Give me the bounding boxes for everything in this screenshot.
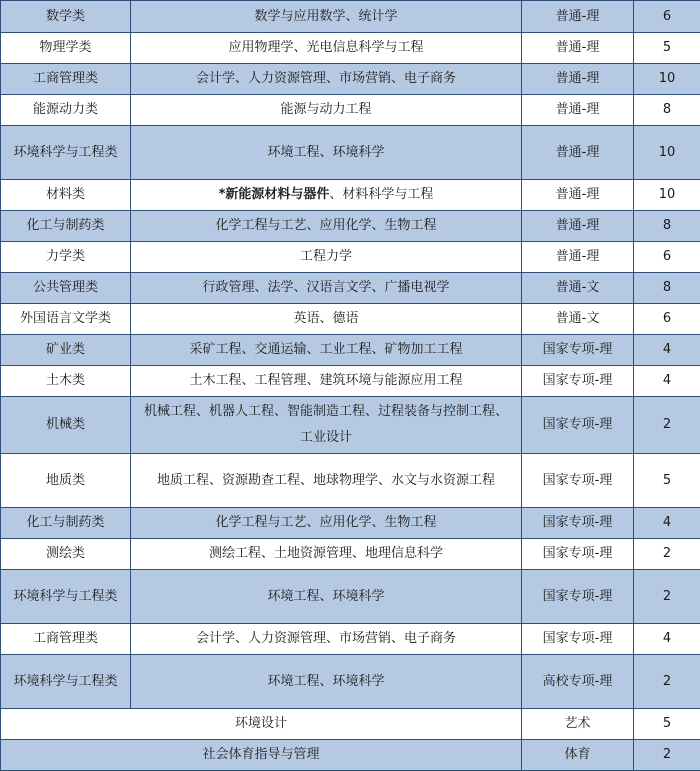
count-cell: 6 <box>634 1 700 33</box>
majors-cell: 能源与动力工程 <box>131 95 522 126</box>
count-cell: 5 <box>634 709 700 740</box>
plan-type-cell: 国家专项-理 <box>522 397 634 454</box>
majors-cell: 工程力学 <box>131 242 522 273</box>
table-row <box>1 211 700 242</box>
plan-type-cell: 普通-理 <box>522 95 634 126</box>
count-cell: 2 <box>634 740 700 771</box>
table-row <box>1 180 700 211</box>
table-row <box>1 454 700 508</box>
category-cell: 外国语言文学类 <box>1 304 131 335</box>
count-cell: 4 <box>634 624 700 655</box>
majors-cell: 土木工程、工程管理、建筑环境与能源应用工程 <box>131 366 522 397</box>
plan-type-cell: 国家专项-理 <box>522 539 634 570</box>
category-cell: 测绘类 <box>1 539 131 570</box>
count-cell: 2 <box>634 570 700 624</box>
category-cell: 化工与制药类 <box>1 211 131 242</box>
majors-cell: 机械工程、机器人工程、智能制造工程、过程装备与控制工程、工业设计 <box>131 397 522 454</box>
plan-type-cell: 体育 <box>522 740 634 771</box>
count-cell: 2 <box>634 655 700 709</box>
plan-type-cell: 国家专项-理 <box>522 570 634 624</box>
majors-cell: 化学工程与工艺、应用化学、生物工程 <box>131 211 522 242</box>
majors-rest: 、材料科学与工程 <box>329 187 433 202</box>
plan-type-cell: 普通-文 <box>522 273 634 304</box>
table-row <box>1 273 700 304</box>
category-cell: 材料类 <box>1 180 131 211</box>
plan-type-cell: 国家专项-理 <box>522 335 634 366</box>
plan-type-cell: 国家专项-理 <box>522 624 634 655</box>
plan-type-cell: 普通-理 <box>522 1 634 33</box>
count-cell: 8 <box>634 211 700 242</box>
majors-cell: 地质工程、资源勘查工程、地球物理学、水文与水资源工程 <box>131 454 522 508</box>
plan-type-cell: 普通-理 <box>522 33 634 64</box>
category-cell: 矿业类 <box>1 335 131 366</box>
count-cell: 6 <box>634 304 700 335</box>
plan-type-cell: 国家专项-理 <box>522 454 634 508</box>
count-cell: 6 <box>634 242 700 273</box>
count-cell: 8 <box>634 95 700 126</box>
plan-type-cell: 国家专项-理 <box>522 508 634 539</box>
table-row <box>1 242 700 273</box>
table-row <box>1 64 700 95</box>
table-row <box>1 1 700 33</box>
plan-type-cell: 高校专项-理 <box>522 655 634 709</box>
count-cell: 4 <box>634 508 700 539</box>
majors-cell: 数学与应用数学、统计学 <box>131 1 522 33</box>
count-cell: 5 <box>634 33 700 64</box>
plan-type-cell: 普通-理 <box>522 180 634 211</box>
majors-cell: 应用物理学、光电信息科学与工程 <box>131 33 522 64</box>
table-row <box>1 335 700 366</box>
count-cell: 10 <box>634 180 700 211</box>
category-cell: 工商管理类 <box>1 624 131 655</box>
table-row <box>1 304 700 335</box>
merged-major-cell: 社会体育指导与管理 <box>1 740 522 771</box>
plan-type-cell: 艺术 <box>522 709 634 740</box>
category-cell: 环境科学与工程类 <box>1 126 131 180</box>
category-cell: 工商管理类 <box>1 64 131 95</box>
majors-cell: 采矿工程、交通运输、工业工程、矿物加工工程 <box>131 335 522 366</box>
count-cell: 10 <box>634 64 700 95</box>
majors-cell: 英语、德语 <box>131 304 522 335</box>
majors-cell: 化学工程与工艺、应用化学、生物工程 <box>131 508 522 539</box>
majors-cell: 行政管理、法学、汉语言文学、广播电视学 <box>131 273 522 304</box>
category-cell: 能源动力类 <box>1 95 131 126</box>
plan-type-cell: 普通-理 <box>522 242 634 273</box>
table-row <box>1 126 700 180</box>
table-row <box>1 624 700 655</box>
plan-type-cell: 普通-理 <box>522 64 634 95</box>
majors-cell <box>131 180 522 211</box>
count-cell: 4 <box>634 335 700 366</box>
highlighted-major: *新能源材料与器件 <box>219 187 330 202</box>
plan-type-cell: 普通-理 <box>522 211 634 242</box>
majors-cell: 环境工程、环境科学 <box>131 655 522 709</box>
count-cell: 4 <box>634 366 700 397</box>
category-cell: 环境科学与工程类 <box>1 655 131 709</box>
category-cell: 数学类 <box>1 1 131 33</box>
count-cell: 10 <box>634 126 700 180</box>
count-cell: 5 <box>634 454 700 508</box>
plan-type-cell: 国家专项-理 <box>522 366 634 397</box>
table-row <box>1 709 700 740</box>
category-cell: 机械类 <box>1 397 131 454</box>
table-row <box>1 397 700 454</box>
category-cell: 物理学类 <box>1 33 131 64</box>
category-cell: 地质类 <box>1 454 131 508</box>
table-row <box>1 33 700 64</box>
table-row <box>1 366 700 397</box>
majors-cell: 环境工程、环境科学 <box>131 126 522 180</box>
table-row <box>1 740 700 771</box>
count-cell: 8 <box>634 273 700 304</box>
category-cell: 土木类 <box>1 366 131 397</box>
majors-cell: 测绘工程、土地资源管理、地理信息科学 <box>131 539 522 570</box>
table-row <box>1 539 700 570</box>
plan-type-cell: 普通-文 <box>522 304 634 335</box>
category-cell: 环境科学与工程类 <box>1 570 131 624</box>
category-cell: 化工与制药类 <box>1 508 131 539</box>
merged-major-cell: 环境设计 <box>1 709 522 740</box>
count-cell: 2 <box>634 539 700 570</box>
plan-type-cell: 普通-理 <box>522 126 634 180</box>
majors-cell: 环境工程、环境科学 <box>131 570 522 624</box>
category-cell: 公共管理类 <box>1 273 131 304</box>
table-row <box>1 570 700 624</box>
table-row <box>1 508 700 539</box>
table-row <box>1 655 700 709</box>
majors-cell: 会计学、人力资源管理、市场营销、电子商务 <box>131 624 522 655</box>
count-cell: 2 <box>634 397 700 454</box>
majors-cell: 会计学、人力资源管理、市场营销、电子商务 <box>131 64 522 95</box>
table-row <box>1 95 700 126</box>
category-cell: 力学类 <box>1 242 131 273</box>
